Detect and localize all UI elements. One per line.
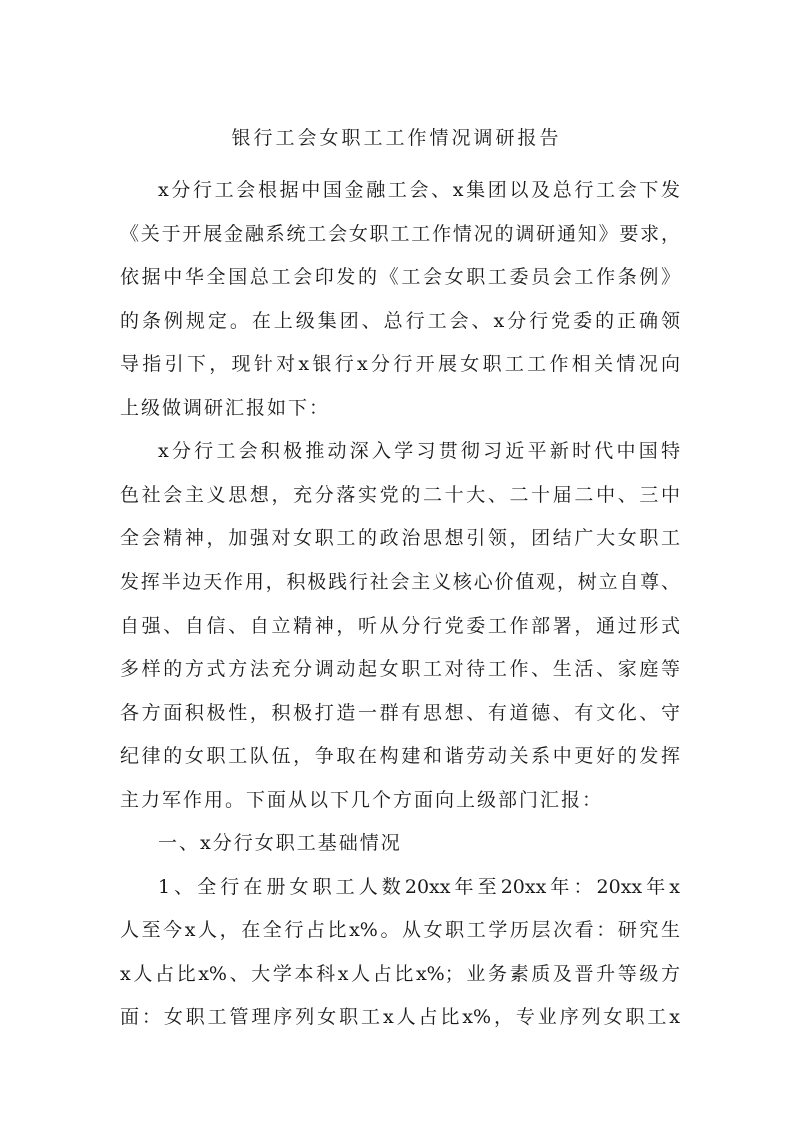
paragraph-line: 上级做调研汇报如下： <box>120 397 331 419</box>
paragraph-line: 依据中华全国总工会印发的《工会女职工委员会工作条例》 <box>120 266 680 288</box>
document-title: 银行工会女职工工作情况调研报告 <box>231 127 562 149</box>
paragraph-line: 面：女职工管理序列女职工x人占比x%，专业序列女职工x <box>120 1006 680 1028</box>
section-heading: 一、x分行女职工基础情况 <box>158 832 402 854</box>
paragraph-line: 发挥半边天作用，积极践行社会主义核心价值观，树立自尊、 <box>120 571 680 593</box>
paragraph-line: 《关于开展金融系统工会女职工工作情况的调研通知》要求， <box>120 223 680 245</box>
paragraph-line: 各方面积极性，积极打造一群有思想、有道德、有文化、守 <box>120 702 680 724</box>
paragraph-line: 主力军作用。下面从以下几个方面向上级部门汇报： <box>120 789 604 811</box>
paragraph-line: 1、全行在册女职工人数20xx年至20xx年：20xx年x <box>158 876 680 898</box>
paragraph-line: x分行工会积极推动深入学习贯彻习近平新时代中国特 <box>158 440 680 462</box>
paragraph-line: 多样的方式方法充分调动起女职工对待工作、生活、家庭等 <box>120 658 680 680</box>
paragraph-line: 人至今x人，在全行占比x%。从女职工学历层次看：研究生 <box>120 919 680 941</box>
paragraph-line: 纪律的女职工队伍，争取在构建和谐劳动关系中更好的发挥 <box>120 745 680 767</box>
paragraph-line: 全会精神，加强对女职工的政治思想引领，团结广大女职工 <box>120 527 680 549</box>
paragraph-line: 色社会主义思想，充分落实党的二十大、二十届二中、三中 <box>120 484 680 506</box>
paragraph-line: 自强、自信、自立精神，听从分行党委工作部署，通过形式 <box>120 615 680 637</box>
paragraph-line: x分行工会根据中国金融工会、x集团以及总行工会下发 <box>158 179 680 201</box>
paragraph-line: 的条例规定。在上级集团、总行工会、x分行党委的正确领 <box>120 310 680 332</box>
paragraph-line: x人占比x%、大学本科x人占比x%；业务素质及晋升等级方 <box>120 963 680 985</box>
paragraph-line: 导指引下，现针对x银行x分行开展女职工工作相关情况向 <box>120 353 680 375</box>
